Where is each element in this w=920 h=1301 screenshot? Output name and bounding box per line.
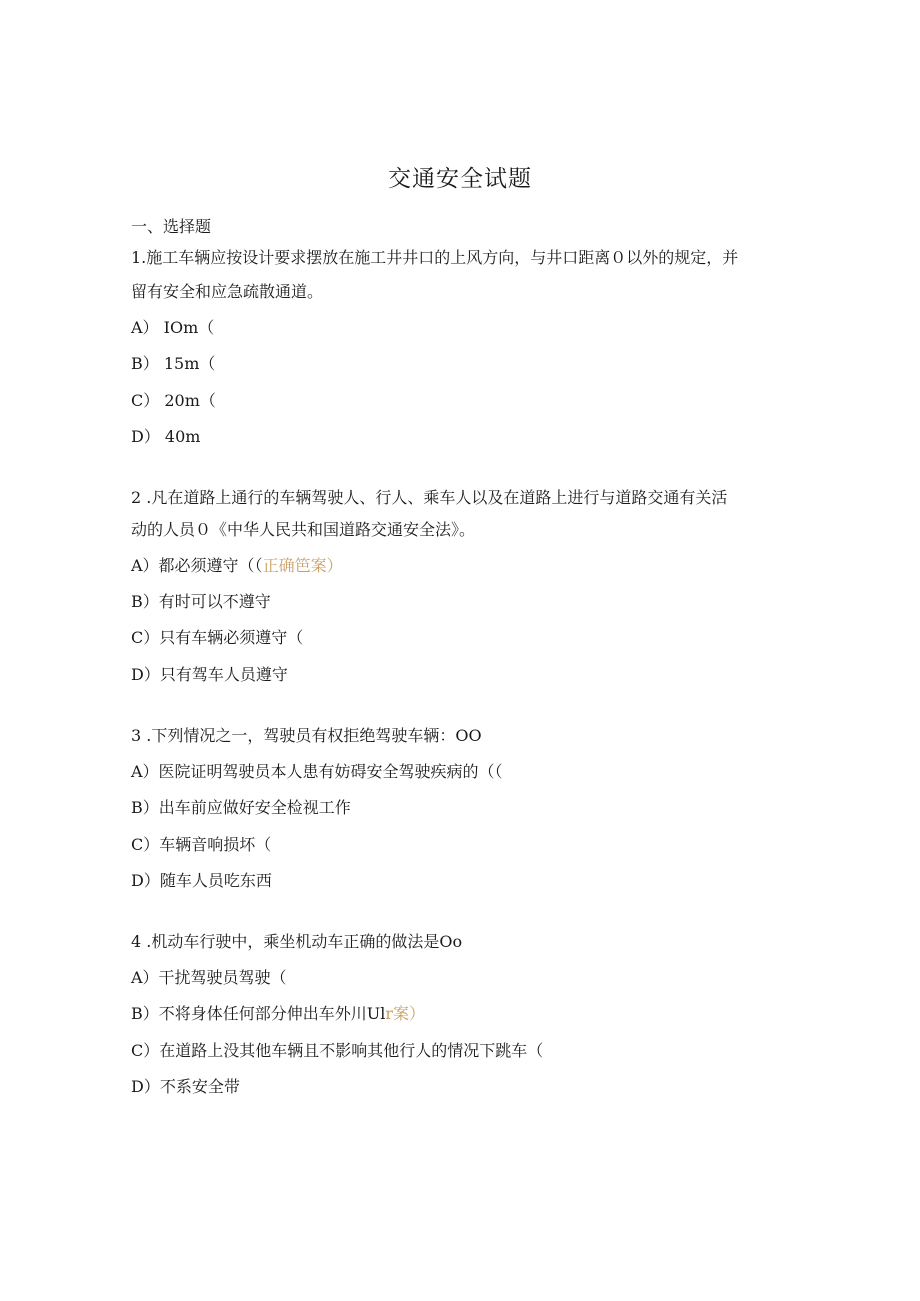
- q1-option-d: D） 40m: [131, 427, 201, 446]
- q4-option-b: [131, 1004, 425, 1024]
- q2-option-c: C）只有车辆必须遵守（: [131, 628, 304, 647]
- q4-answer-mark: r案）: [385, 1004, 426, 1023]
- q3-option-c: C）车辆音响损坏（: [131, 835, 272, 854]
- q2-stem-line1: 2 .凡在道路上通行的车辆驾驶人、行人、乘车人以及在道路上进行与道路交通有关活: [131, 488, 728, 507]
- q2-stem-line2: 动的人员０《中华人民共和国道路交通安全法》。: [131, 520, 476, 539]
- section-heading: 一、选择题: [131, 217, 212, 236]
- q4-option-a: A）干扰驾驶员驾驶（: [131, 968, 287, 987]
- q4-stem: 4 .机动车行驶中，乘坐机动车正确的做法是Oo: [131, 932, 463, 951]
- q2-answer-mark: 正确笆案）: [262, 556, 343, 575]
- q4-option-b-text: B）不将身体任何部分伸出车外川Ul: [131, 1004, 386, 1023]
- q3-option-b: B）出车前应做好安全检视工作: [131, 798, 351, 817]
- q3-option-d: D）随车人员吃东西: [131, 871, 272, 890]
- q1-stem-line2: 留有安全和应急疏散通道。: [131, 282, 324, 301]
- q3-stem: 3 .下列情况之一，驾驶员有权拒绝驾驶车辆：OO: [131, 726, 482, 745]
- q2-option-a-text: A）都必须遵守（（: [131, 556, 263, 575]
- q2-option-b: B）有时可以不遵守: [131, 592, 271, 611]
- q1-option-c: C） 20m（: [131, 391, 216, 410]
- q4-option-d: D）不系安全带: [131, 1077, 240, 1096]
- q2-option-a: [131, 556, 343, 576]
- q1-stem-line1: 1.施工车辆应按设计要求摆放在施工井井口的上风方向，与井口距离０以外的规定，并: [131, 248, 739, 267]
- q2-option-d: D）只有驾车人员遵守: [131, 665, 288, 684]
- q1-option-a: A） IOm（: [131, 318, 215, 337]
- q3-option-a: A）医院证明驾驶员本人患有妨碍安全驾驶疾病的（（: [131, 762, 503, 781]
- page-title: 交通安全试题: [388, 166, 532, 192]
- q1-option-b: B） 15m（: [131, 354, 216, 373]
- q4-option-c: C）在道路上没其他车辆且不影响其他行人的情况下跳车（: [131, 1041, 544, 1060]
